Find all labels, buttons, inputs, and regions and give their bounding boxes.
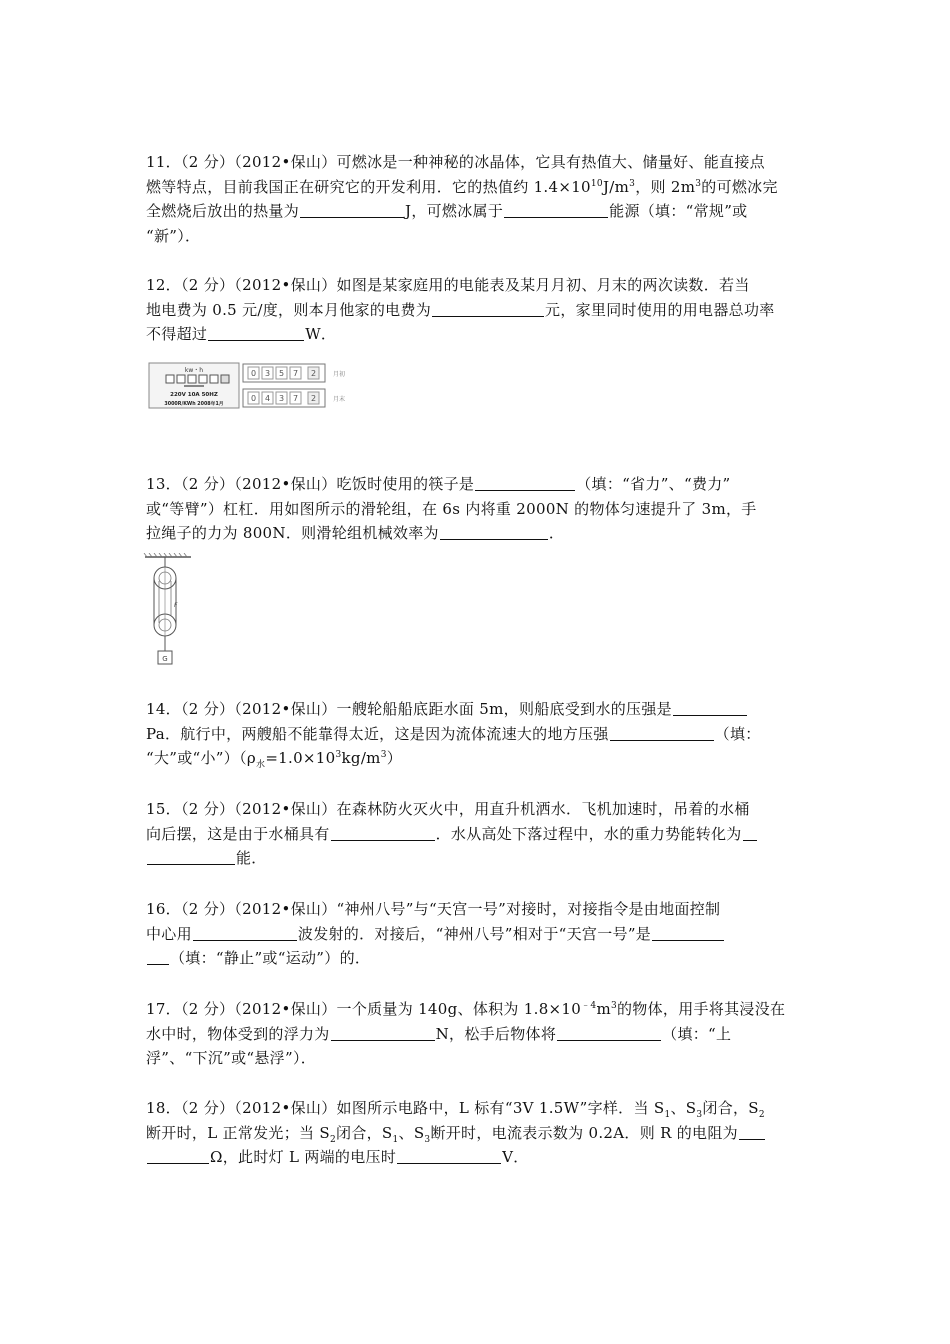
q14-text: kg/m (341, 749, 381, 767)
q15-text: ．水从高处下落过程中，水的重力势能转化为 (435, 824, 742, 843)
q18-sub: 1 (664, 1110, 671, 1120)
q14-blank-pressure[interactable] (673, 700, 747, 716)
meter-spec: 220V 10A 50HZ (170, 392, 218, 398)
q13-blank-efficiency[interactable] (440, 524, 548, 540)
pulley-load-label: G (162, 655, 168, 663)
q11-sup: 10 (590, 178, 603, 189)
electric-meter-figure (148, 362, 358, 410)
q11-line4: “新”）． (146, 226, 201, 245)
q18-sub: 2 (329, 1134, 337, 1145)
q12-line2 (146, 298, 810, 323)
q13-text: 拉绳子的力为 800N．则滑轮组机械效率为 (146, 524, 439, 542)
q18-text: 断开时，电流表示数为 0.2A．则 R 的电阻为 (430, 1123, 738, 1142)
q17-blank-state[interactable] (557, 1025, 661, 1041)
reading2-digit: 0 (250, 394, 257, 403)
q16-line3 (146, 946, 810, 971)
q18-text: 18．（2 分）（2012•保山）如图所示电路中，L 标有“3V 1.5W”字样．当 S (146, 1099, 665, 1117)
reading1-digit: 3 (264, 369, 271, 378)
q14-text: =1.0×10 (265, 749, 336, 767)
q15-text: 能． (236, 849, 267, 867)
q14-text: ） (386, 749, 403, 767)
q16-text: 波发射的．对接后，“神州八号”相对于“天宫一号”是 (297, 924, 652, 943)
question-13 (146, 472, 810, 546)
q12-text: 地电费为 0.5 元/度，则本月他家的电费为 (146, 300, 432, 319)
q12-text: 不得超过 (146, 325, 208, 343)
q11-text: J/m (602, 177, 630, 196)
question-16 (146, 897, 810, 971)
q16-blank-motion[interactable] (147, 949, 169, 965)
q13-blank-lever-type[interactable] (475, 475, 575, 491)
q18-line3 (146, 1145, 810, 1170)
reading2-digit: 4 (264, 394, 271, 403)
q13-line3 (146, 521, 810, 546)
q18-sub: 1 (392, 1134, 399, 1145)
q12-text: 元，家里同时使用的用电器总功率 (545, 300, 775, 319)
q13-text: ． (548, 524, 565, 542)
q17-text: 水中时，物体受到的浮力为 (146, 1024, 330, 1043)
q13-line1 (146, 472, 810, 497)
q14-text: 14．（2 分）（2012•保山）一艘轮船船底距水面 5m，则船底受到水的压强是 (146, 700, 672, 718)
q11-text: 能源（填：“常规”或 (609, 202, 748, 220)
q15-text: 向后摆，这是由于水桶具有 (146, 824, 330, 843)
q12-line3 (146, 322, 810, 347)
q18-text: 闭合，S (336, 1123, 393, 1142)
q17-text: m (596, 1000, 611, 1018)
q17-text: 的物体，用手将其浸没在 (617, 1000, 786, 1018)
q18-sub: 3 (424, 1134, 431, 1145)
reading1-digit: 0 (250, 369, 257, 378)
q13-text: （填：“省力”、“费力” (576, 475, 731, 493)
reading2-digit: 7 (292, 394, 299, 403)
question-15 (146, 797, 810, 871)
q18-sub: 3 (696, 1110, 703, 1120)
q18-sub: 2 (758, 1110, 765, 1120)
q14-blank-pressure-size[interactable] (610, 725, 714, 741)
q18-blank-voltage[interactable] (397, 1148, 501, 1164)
q18-text: 、S (670, 1099, 697, 1117)
q17-text: N，松手后物体将 (435, 1024, 557, 1043)
q18-text: V． (502, 1148, 529, 1166)
question-17 (146, 997, 810, 1071)
q18-blank-resistance[interactable] (147, 1148, 209, 1164)
q17-line2 (146, 1022, 810, 1047)
q14-sub: 水 (256, 760, 266, 770)
q17-text: （填：“上 (662, 1024, 732, 1043)
q15-line3 (146, 846, 810, 871)
question-14 (146, 697, 810, 771)
q15-blank-energy[interactable] (147, 849, 235, 865)
pulley-figure (143, 553, 203, 667)
q18-line1 (146, 1096, 810, 1121)
q11-line2 (146, 175, 810, 200)
reading2-digit: 3 (278, 394, 285, 403)
q14-line2 (146, 722, 810, 747)
q13-text: 13．（2 分）（2012•保山）吃饭时使用的筷子是 (146, 475, 475, 493)
reading1-digit: 2 (310, 369, 317, 378)
q11-blank-energy-type[interactable] (504, 202, 608, 218)
q17-line3: 浮”、“下沉”或“悬浮”）． (146, 1049, 317, 1067)
q15-blank-inertia[interactable] (331, 825, 435, 841)
q16-line1: 16．（2 分）（2012•保山）“神州八号”与“天宫一号”对接时，对接指令是由地面控制 (146, 900, 721, 918)
q11-sup: 3 (629, 178, 636, 189)
q13-line2: 或“等臂”）杠杠．用如图所示的滑轮组，在 6s 内将重 2000N 的物体匀速提升了 3m，手 (146, 499, 757, 518)
meter-unit: kw・h (184, 367, 204, 374)
q16-text: 中心用 (146, 924, 192, 943)
q18-text: Ω，此时灯 L 两端的电压时 (210, 1148, 397, 1166)
q11-blank-heat[interactable] (300, 202, 404, 218)
electric-meter-svg (148, 362, 358, 410)
q18-text: 闭合，S (702, 1099, 759, 1117)
q17-sup: ﹣4 (581, 1001, 597, 1011)
q18-text: 断开时，L 正常发光；当 S (146, 1123, 330, 1142)
q11-text: 全燃烧后放出的热量为 (146, 202, 300, 220)
question-11 (146, 150, 810, 248)
q16-line2 (146, 922, 810, 947)
reading2-digit: 2 (310, 394, 317, 403)
meter-label-start: 月初 (333, 371, 346, 378)
q17-text: 17．（2 分）（2012•保山）一个质量为 140g、体积为 1.8×10 (146, 1000, 582, 1018)
q12-blank-power[interactable] (208, 325, 304, 341)
q14-line3 (146, 746, 810, 771)
reading1-digit: 7 (292, 369, 299, 378)
q11-line1: 11．（2 分）（2012•保山）可燃冰是一种神秘的冰晶体，它具有热值大、储量好、能直接点 (146, 153, 765, 171)
q14-text: “大”或“小”）（ρ (146, 749, 256, 767)
q16-blank-wave[interactable] (193, 925, 297, 941)
question-12 (146, 273, 810, 347)
q12-blank-fee[interactable] (432, 301, 544, 317)
q15-line2 (146, 822, 810, 847)
pulley-force-label: F (174, 602, 178, 609)
q11-text: 的可燃冰完 (701, 177, 778, 196)
q15-line1: 15．（2 分）（2012•保山）在森林防火灭火中，用直升机洒水．飞机加速时，吊着的水桶 (146, 800, 750, 818)
pulley-svg (143, 553, 203, 667)
q12-text: W． (305, 325, 337, 343)
q11-sup: 3 (695, 178, 702, 189)
meter-rate: 3000R/KWh 2008年1月 (164, 402, 224, 407)
question-18 (146, 1096, 810, 1170)
q11-line3 (146, 199, 810, 224)
q16-text: （填：“静止”或“运动”）的． (170, 949, 371, 967)
q16-blank-motion-start[interactable] (652, 925, 724, 941)
q17-blank-buoyancy[interactable] (331, 1025, 435, 1041)
q11-text: 燃等特点，目前我国正在研究它的开发利用．它的热值约 1.4×10 (146, 177, 591, 196)
reading1-digit: 5 (278, 369, 285, 378)
q18-text: 、S (398, 1123, 425, 1142)
meter-label-end: 月末 (333, 396, 346, 403)
q11-text: J，可燃冰属于 (405, 202, 504, 220)
q12-line1: 12．（2 分）（2012•保山）如图是某家庭用的电能表及某月月初、月末的两次读数．若当 (146, 276, 750, 294)
q14-sup: 3 (335, 750, 342, 760)
q14-text: （填： (714, 724, 761, 743)
q14-text: Pa．航行中，两艘船不能靠得太近，这是因为流体流速大的地方压强 (146, 724, 609, 743)
q15-blank-energy-start[interactable] (743, 825, 757, 841)
q14-sup: 3 (380, 750, 387, 760)
q17-sup: 3 (610, 1001, 617, 1011)
q18-blank-resistance-start[interactable] (739, 1124, 765, 1140)
q14-line1 (146, 697, 810, 722)
q11-text: ，则 2m (635, 177, 696, 196)
q18-line2 (146, 1121, 810, 1146)
q17-line1 (146, 997, 810, 1022)
